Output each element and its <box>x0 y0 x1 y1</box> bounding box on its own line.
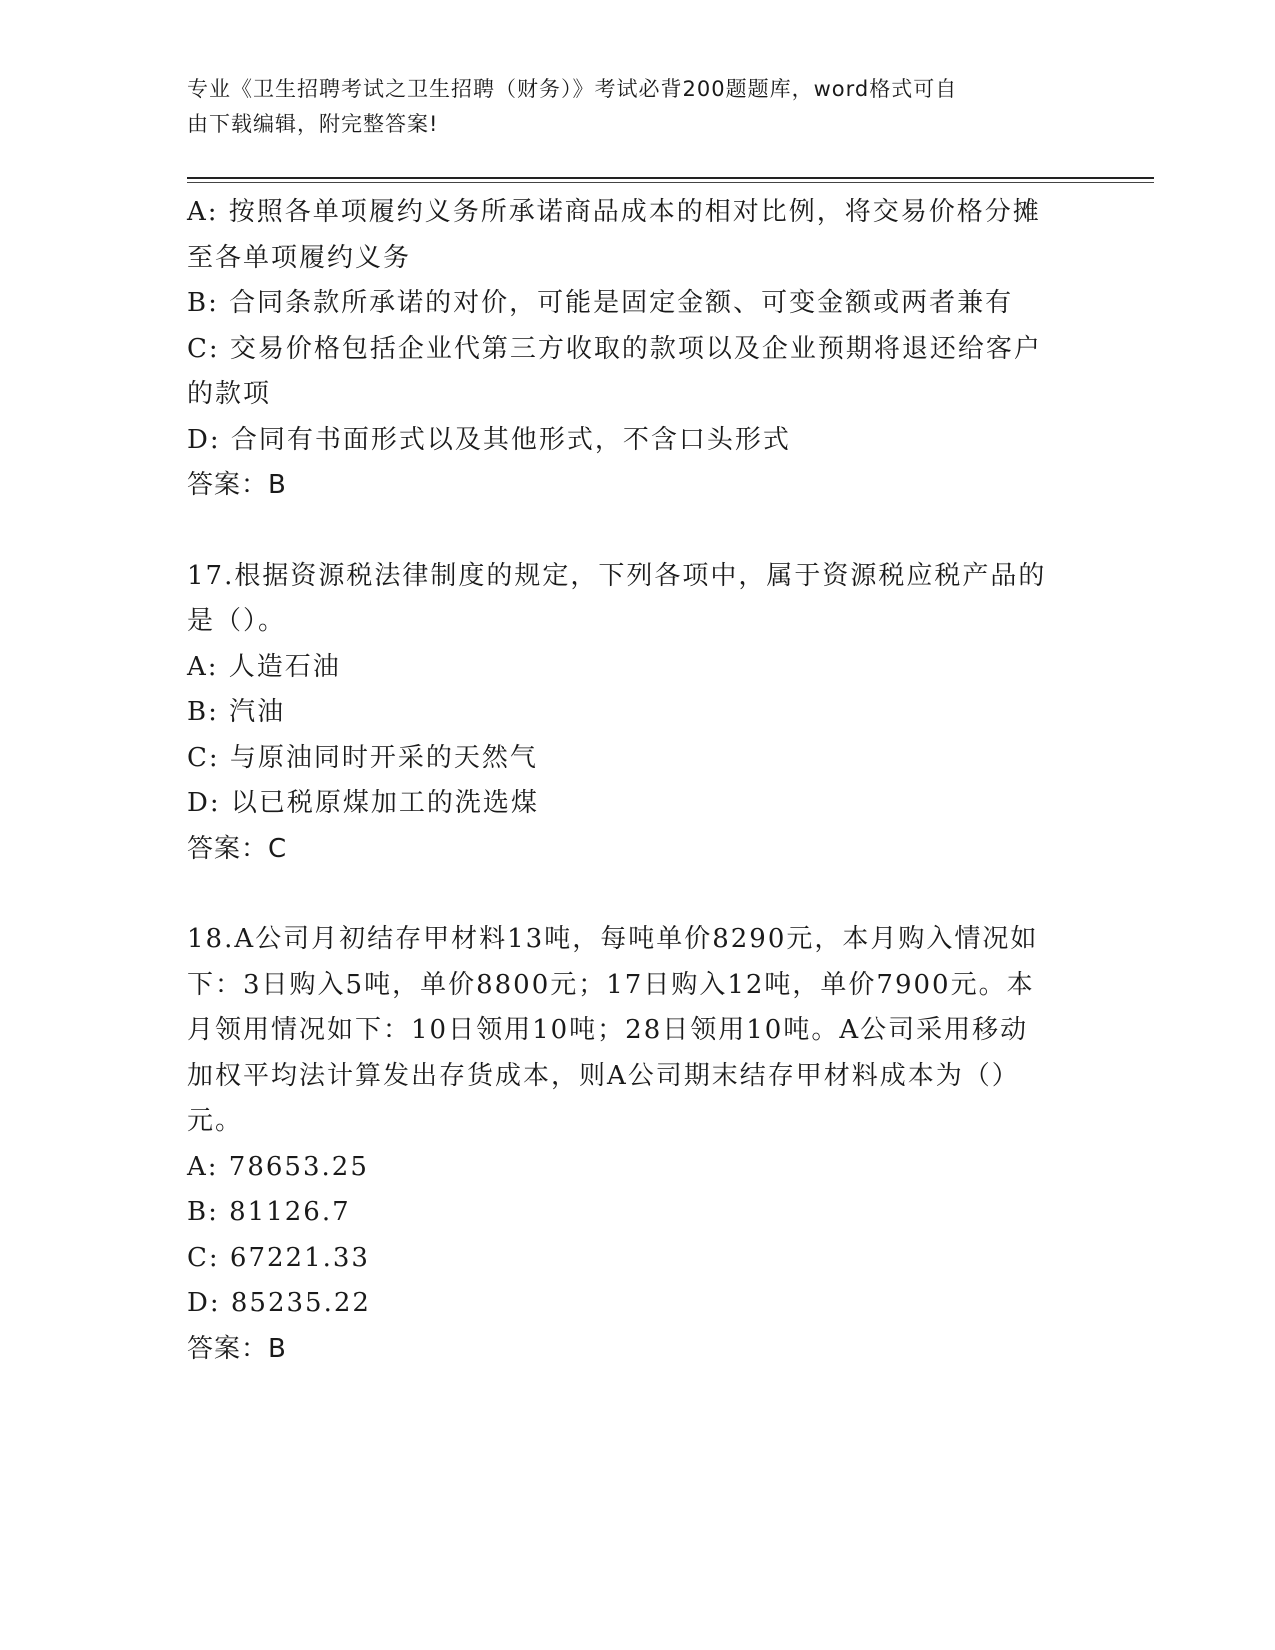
q18-stem-line-4: 加权平均法计算发出存货成本，则A公司期末结存甲材料成本为（） <box>187 1060 1020 1091</box>
q17-answer: 答案：C <box>187 833 288 864</box>
q18-stem-line-3: 月领用情况如下：10日领用10吨；28日领用10吨。A公司采用移动 <box>187 1015 1029 1045</box>
q18-option-b: B: 81126.7 <box>187 1197 351 1227</box>
q17-stem-line-1: 17.根据资源税法律制度的规定，下列各项中，属于资源税应税产品的 <box>187 560 1047 591</box>
spacer <box>187 509 1077 554</box>
q17-stem-line-2: 是（）。 <box>187 606 287 636</box>
q17-option-b: B: 汽油 <box>187 697 286 727</box>
document-header <box>187 72 1067 142</box>
q16-option-c-line-2: 的款项 <box>187 379 272 409</box>
spacer <box>187 872 1077 917</box>
question-16-options <box>187 190 1077 509</box>
q18-stem-line-2: 下：3日购入5吨，单价8800元；17日购入12吨，单价7900元。本 <box>187 969 1035 1000</box>
q17-option-a: A: 人造石油 <box>187 651 341 682</box>
q16-option-d: D: 合同有书面形式以及其他形式，不含口头形式 <box>187 424 791 455</box>
header-line-1: 专业《卫生招聘考试之卫生招聘（财务）》考试必背200题题库，word格式可自 <box>187 77 958 101</box>
q16-option-a-line-1: A: 按照各单项履约义务所承诺商品成本的相对比例，将交易价格分摊 <box>187 197 1041 227</box>
question-18 <box>187 917 1077 1372</box>
q16-answer: 答案：B <box>187 470 287 500</box>
header-rule-thin <box>187 182 1154 183</box>
question-17 <box>187 554 1077 873</box>
q18-answer: 答案：B <box>187 1333 287 1364</box>
q16-option-b: B: 合同条款所承诺的对价，可能是固定金额、可变金额或两者兼有 <box>187 288 1014 318</box>
q16-option-a-line-2: 至各单项履约义务 <box>187 242 412 273</box>
q16-option-c-line-1: C: 交易价格包括企业代第三方收取的款项以及企业预期将退还给客户 <box>187 333 1042 364</box>
q18-option-c: C: 67221.33 <box>187 1242 370 1273</box>
q18-option-a: A: 78653.25 <box>187 1151 369 1182</box>
header-rule-thick <box>187 177 1154 179</box>
q17-option-c: C: 与原油同时开采的天然气 <box>187 742 538 773</box>
q18-stem-line-5: 元。 <box>187 1106 244 1136</box>
q17-option-d: D: 以已税原煤加工的洗选煤 <box>187 788 539 818</box>
q18-option-d: D: 85235.22 <box>187 1288 371 1318</box>
header-line-2: 由下载编辑，附完整答案! <box>187 112 439 136</box>
q18-stem-line-1: 18.A公司月初结存甲材料13吨，每吨单价8290元，本月购入情况如 <box>187 924 1039 954</box>
document-body <box>187 190 1077 1372</box>
